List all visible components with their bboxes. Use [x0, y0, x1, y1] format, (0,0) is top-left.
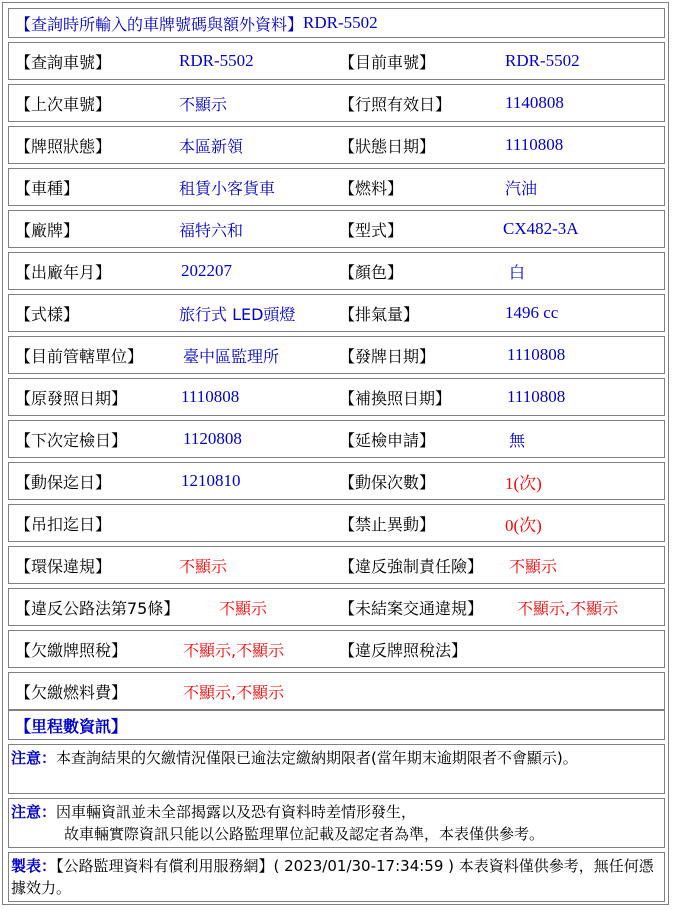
- field-value: 0(次): [505, 515, 542, 535]
- field-value: 旅行式 LED頭燈: [179, 304, 296, 324]
- table-row: [8, 672, 665, 710]
- mileage-section-row: [8, 710, 665, 740]
- table-row: [8, 378, 665, 416]
- field-label: 【排氣量】: [339, 304, 420, 324]
- table-row: [8, 630, 665, 668]
- field-label: 【顏色】: [339, 262, 404, 282]
- note-label: 注意：: [11, 803, 57, 821]
- note-text: 【公路監理資料有償利用服務網】( 2023/01/30-17:34:59 ) 本表資料僅供參考，無任何憑據效力。: [11, 857, 654, 897]
- field-label: 【動保迄日】: [15, 472, 112, 492]
- field-value: 汽油: [505, 178, 538, 198]
- note-disclaimer: [8, 798, 665, 848]
- field-label: 【出廠年月】: [15, 262, 112, 282]
- table-row: [8, 420, 665, 458]
- table-row: [8, 588, 665, 626]
- table-row: [8, 252, 665, 290]
- field-value: 1(次): [505, 473, 542, 493]
- table-row: [8, 84, 665, 122]
- report-title: [15, 9, 378, 37]
- field-value: 不顯示,不顯示: [183, 682, 285, 702]
- field-value: 白: [509, 262, 526, 282]
- field-value: 租賃小客貨車: [179, 178, 276, 198]
- field-value: 1496 cc: [505, 303, 559, 322]
- field-value: 福特六和: [179, 220, 244, 240]
- field-label: 【吊扣迄日】: [15, 514, 112, 534]
- field-label: 【違反牌照稅法】: [339, 640, 468, 660]
- field-label: 【補換照日期】: [339, 388, 452, 408]
- field-value: 1120808: [183, 429, 242, 448]
- field-value: 1110808: [505, 135, 564, 154]
- table-row: [8, 168, 665, 206]
- note-producer: [8, 852, 665, 902]
- field-value: 臺中區監理所: [183, 346, 280, 366]
- table-row: [8, 336, 665, 374]
- field-value: 不顯示: [179, 556, 228, 576]
- field-label: 【原發照日期】: [15, 388, 128, 408]
- field-value: RDR-5502: [505, 51, 580, 70]
- note-text: 本查詢結果的欠繳情況僅限已逾法定繳納期限者(當年期末逾期限者不會顯示)。: [56, 749, 578, 767]
- field-value: CX482-3A: [503, 219, 579, 238]
- field-label: 【上次車號】: [15, 94, 112, 114]
- field-value: 1110808: [507, 387, 566, 406]
- table-row: [8, 210, 665, 248]
- field-value: RDR-5502: [179, 51, 254, 70]
- table-row: [8, 126, 665, 164]
- field-label: 【式樣】: [15, 304, 80, 324]
- field-label: 【車種】: [15, 178, 80, 198]
- field-label: 【延檢申請】: [339, 430, 436, 450]
- note-label: 注意：: [11, 749, 57, 767]
- field-value: 不顯示: [219, 598, 268, 618]
- field-label: 【牌照狀態】: [15, 136, 112, 156]
- field-label: 【違反公路法第75條】: [15, 598, 180, 618]
- field-label: 【發牌日期】: [339, 346, 436, 366]
- field-label: 【燃料】: [339, 178, 404, 198]
- field-label: 【欠繳燃料費】: [15, 682, 128, 702]
- note-label: 製表：: [11, 857, 57, 875]
- field-value: 1140808: [505, 93, 564, 112]
- field-label: 【狀態日期】: [339, 136, 436, 156]
- note-delinquency: [8, 744, 665, 794]
- field-value: 1110808: [507, 345, 566, 364]
- table-row: [8, 42, 665, 80]
- title-row: [8, 8, 665, 38]
- note-text-line1: 因車輛資訊並未全部揭露以及恐有資料時差情形發生，: [56, 803, 417, 821]
- field-label: 【下次定檢日】: [15, 430, 128, 450]
- field-value: 不顯示,不顯示: [517, 598, 619, 618]
- field-value: 不顯示: [509, 556, 558, 576]
- field-label: 【動保次數】: [339, 472, 436, 492]
- table-row: [8, 462, 665, 500]
- field-value: 202207: [181, 261, 232, 280]
- field-label: 【行照有效日】: [339, 94, 452, 114]
- report-title-prefix: 【查詢時所輸入的車牌號碼與額外資料】: [15, 14, 304, 34]
- field-label: 【欠繳牌照稅】: [15, 640, 128, 660]
- field-value: 不顯示,不顯示: [183, 640, 285, 660]
- field-value: 1110808: [181, 387, 240, 406]
- report-title-plate: RDR-5502: [303, 13, 378, 32]
- field-label: 【廠牌】: [15, 220, 80, 240]
- field-label: 【目前管轄單位】: [15, 346, 144, 366]
- field-label: 【禁止異動】: [339, 514, 436, 534]
- table-row: [8, 504, 665, 542]
- field-label: 【目前車號】: [339, 52, 436, 72]
- field-value: 不顯示: [179, 94, 228, 114]
- mileage-section-title: 【里程數資訊】: [15, 716, 128, 736]
- field-label: 【未結案交通違規】: [339, 598, 484, 618]
- field-value: 1210810: [181, 471, 241, 490]
- field-value: 無: [509, 430, 526, 450]
- note-text-line2: 故車輛實際資訊只能以公路監理單位記載及認定者為準，本表僅供參考。: [64, 825, 545, 843]
- field-value: 本區新領: [179, 136, 244, 156]
- field-label: 【違反強制責任險】: [339, 556, 484, 576]
- field-label: 【型式】: [339, 220, 404, 240]
- table-row: [8, 546, 665, 584]
- field-label: 【查詢車號】: [15, 52, 112, 72]
- field-label: 【環保違規】: [15, 556, 112, 576]
- table-row: [8, 294, 665, 332]
